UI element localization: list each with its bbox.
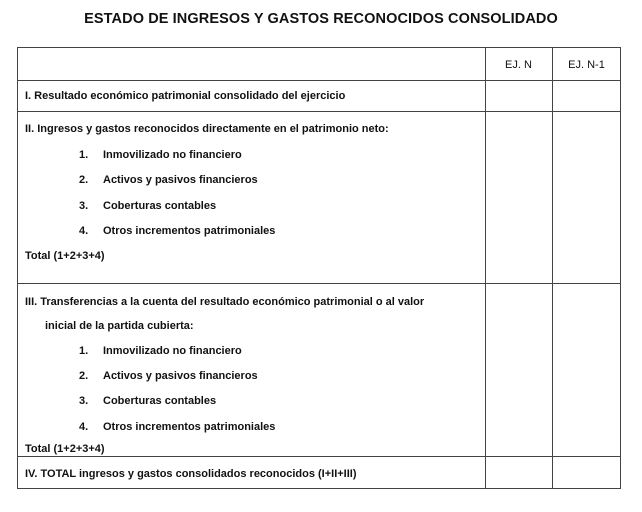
section-i-label: I. Resultado económico patrimonial consolidado del ejercicio: [25, 90, 346, 102]
section-ii-label: II. Ingresos y gastos reconocidos directamente en el patrimonio neto:: [25, 123, 389, 135]
section3-divider: [18, 456, 620, 457]
section-iii-item-1: 1. Inmovilizado no financiero: [79, 345, 242, 357]
section-iii-item-4: 4. Otros incrementos patrimoniales: [79, 421, 276, 433]
column-divider-n: [485, 48, 486, 488]
section-ii-item-4: 4. Otros incrementos patrimoniales: [79, 225, 276, 237]
section-iii-label-line2: inicial de la partida cubierta:: [45, 320, 194, 332]
section-ii-total: Total (1+2+3+4): [25, 250, 105, 262]
section-ii-item-3: 3. Coberturas contables: [79, 200, 217, 212]
section1-divider: [18, 111, 620, 112]
section-ii-item-2: 2. Activos y pasivos financieros: [79, 174, 258, 186]
column-divider-n1: [552, 48, 553, 488]
section-iii-item-3: 3. Coberturas contables: [79, 395, 217, 407]
section2-divider: [18, 283, 620, 284]
header-row-divider: [18, 80, 620, 81]
section-iii-label-line1: III. Transferencias a la cuenta del resultado económico patrimonial o al valor: [25, 296, 425, 308]
section-iii-total: Total (1+2+3+4): [25, 443, 105, 455]
column-header-ej-n1: EJ. N-1: [568, 59, 605, 71]
section-iii-item-2: 2. Activos y pasivos financieros: [79, 370, 258, 382]
section-ii-item-1: 1. Inmovilizado no financiero: [79, 149, 242, 161]
statement-table: [17, 47, 621, 489]
section-iv-label: IV. TOTAL ingresos y gastos consolidados reconocidos (I+II+III): [25, 468, 357, 480]
column-header-ej-n: EJ. N: [505, 59, 532, 71]
page-title: ESTADO DE INGRESOS Y GASTOS RECONOCIDOS CONSOLIDADO: [84, 11, 558, 27]
